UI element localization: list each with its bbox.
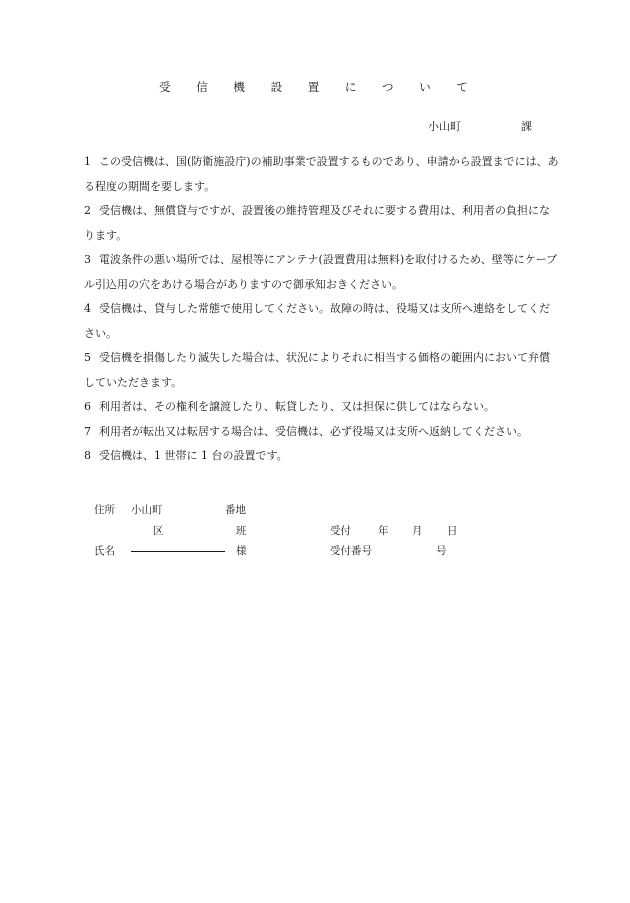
item-number: 6 [84,400,91,413]
ku-label: 区 [153,525,164,537]
item-number: 3 [84,253,91,266]
banchi-label: 番地 [225,504,246,516]
item-text: 利用者は、その権利を譲渡したり、転貸したり、又は担保に供してはならない。 [99,400,495,413]
item-text: 利用者が転出又は転居する場合は、受信機は、必ず役場又は支所へ返納してください。 [99,424,528,438]
item-text: 受信機は、1 世帯に 1 台の設置です。 [99,449,288,462]
item-text: 受信機は、無償貸与ですが、設置後の維持管理及びそれに要する費用は、利用者の負担になります。 [84,204,550,242]
uketsuke-label: 受付 [330,525,351,537]
name-label: 氏名 [94,545,115,557]
address-label: 住所 [94,504,115,516]
item-number: 5 [84,351,91,364]
item-text: 受信機は、貸与した常態で使用してください。故障の時は、役場又は支所へ連絡をしてください。 [84,302,550,340]
document-title: 受 信 機 設 置 に つ い て [159,80,479,94]
department-town: 小山町 [428,120,461,133]
item-number: 4 [84,302,91,315]
name-input-line[interactable] [131,551,225,552]
sama-label: 様 [236,545,247,557]
item-text: 受信機を損傷したり滅失した場合は、状況によりそれに相当する価格の範囲内において弁償していただきます。 [84,351,550,389]
year-label: 年 [378,525,389,537]
uketsuke-bango-label: 受付番号 [330,545,372,557]
item-text: 電波条件の悪い場所では、屋根等にアンテナ(設置費用は無料)を取付けるため、壁等にケーブル引込用の穴をあける場合がありますので御承知おきください。 [84,253,558,291]
address-town: 小山町 [131,504,163,516]
item-number: 2 [84,204,91,217]
item-number: 1 [84,155,91,168]
day-label: 日 [447,525,458,537]
department-ka: 課 [521,120,532,133]
item-number: 7 [84,424,91,438]
han-label: 班 [236,525,247,537]
go-label: 号 [436,545,447,557]
month-label: 月 [412,525,423,537]
item-number: 8 [84,449,91,462]
item-text: この受信機は、国(防衛施設庁)の補助事業で設置するものであり、申請から設置までには、ある程度の期間を要します。 [84,155,559,193]
